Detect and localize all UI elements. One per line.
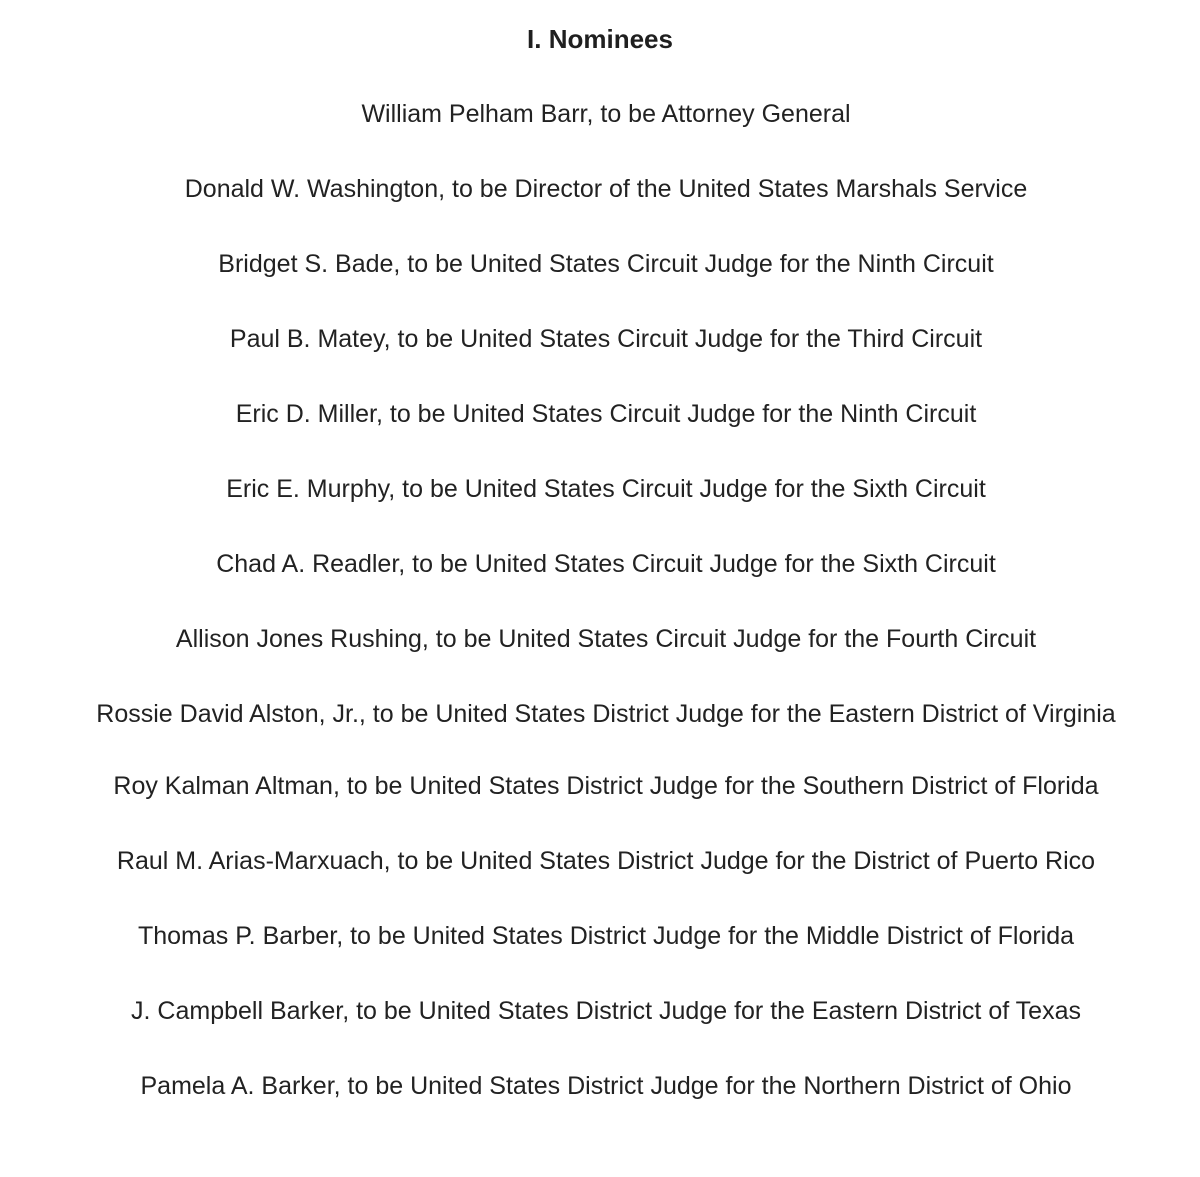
nominee-item: Eric E. Murphy, to be United States Circuit Judge for the Sixth Circuit xyxy=(226,475,986,503)
nominee-item: Pamela A. Barker, to be United States District Judge for the Northern District of Ohio xyxy=(140,1072,1072,1100)
section-heading: I. Nominees xyxy=(527,24,673,54)
nominee-item: J. Campbell Barker, to be United States District Judge for the Eastern District of Texas xyxy=(131,997,1081,1025)
nominee-item: Donald W. Washington, to be Director of the United States Marshals Service xyxy=(184,175,1028,203)
nominee-item: Eric D. Miller, to be United States Circuit Judge for the Ninth Circuit xyxy=(235,400,977,428)
nominee-item: Paul B. Matey, to be United States Circuit Judge for the Third Circuit xyxy=(229,325,983,353)
nominee-item: Rossie David Alston, Jr., to be United States District Judge for the Eastern District of Virginia xyxy=(96,700,1116,728)
nominee-item: Allison Jones Rushing, to be United States Circuit Judge for the Fourth Circuit xyxy=(175,625,1037,653)
nominee-item: Thomas P. Barber, to be United States District Judge for the Middle District of Florida xyxy=(137,922,1075,950)
nominee-item: Roy Kalman Altman, to be United States District Judge for the Southern District of Florida xyxy=(113,772,1099,800)
nominee-item: Bridget S. Bade, to be United States Circuit Judge for the Ninth Circuit xyxy=(218,250,994,278)
nominee-list xyxy=(70,96,1142,1143)
nominee-item: William Pelham Barr, to be Attorney General xyxy=(361,100,851,128)
nominee-item: Raul M. Arias-Marxuach, to be United States District Judge for the District of Puerto Rico xyxy=(116,847,1096,875)
nominee-item: Chad A. Readler, to be United States Circuit Judge for the Sixth Circuit xyxy=(216,550,996,578)
